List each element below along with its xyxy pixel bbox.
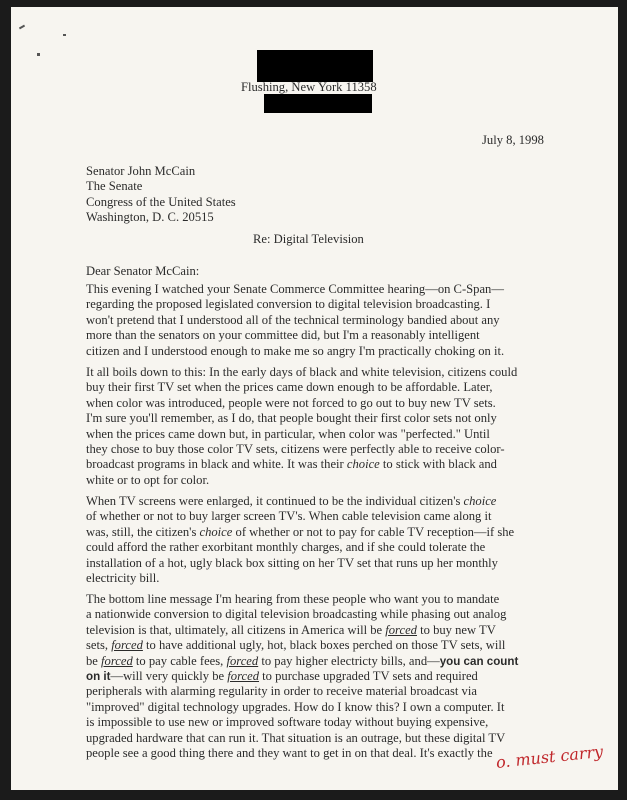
text-line: installation of a hot, ugly black box sitting on her TV set that runs up her monthly xyxy=(86,555,498,570)
text-line: peripherals with alarming regularity in order to receive material broadcast via xyxy=(86,684,477,699)
handwritten-note: o. must carry xyxy=(495,741,604,772)
text-run: to purchase upgraded TV sets and required xyxy=(259,669,478,684)
text-line xyxy=(86,654,518,669)
recipient-line: The Senate xyxy=(86,179,143,193)
text-run: be xyxy=(86,653,102,668)
text-run: was, still, the citizen's xyxy=(86,524,200,539)
text-line xyxy=(86,525,514,540)
paragraph-4 xyxy=(86,592,518,761)
paragraph-1 xyxy=(86,282,504,359)
text-line xyxy=(86,457,517,472)
text-run: broadcast programs in black and white. It was their xyxy=(86,457,344,472)
text-line: I'm sure you'll remember, as I do, that people bought their first color sets not only xyxy=(86,411,497,426)
text-line xyxy=(86,494,514,509)
text-line: It all boils down to this: In the early days of black and white television, citizens could xyxy=(86,365,518,379)
text-run: of whether or not to pay for cable TV reception—if she xyxy=(232,524,515,539)
emphasis-forced: forced xyxy=(226,653,259,668)
sender-address: Flushing, New York 11358 xyxy=(241,80,377,94)
text-line: buy their first TV set when the prices came down enough to be affordable. Later, xyxy=(86,380,493,395)
text-line: a nationwide conversion to digital television broadcasting while phasing out analog xyxy=(86,607,507,622)
text-line: they chose to buy those color TV sets, citizens were perfectly able to receive color- xyxy=(86,442,505,457)
text-line: when color was introduced, people were not forced to go out to buy new TV sets. xyxy=(86,395,496,410)
letter-page xyxy=(11,7,618,790)
text-line xyxy=(86,623,518,638)
salutation: Dear Senator McCain: xyxy=(86,264,200,278)
text-line xyxy=(86,638,518,653)
paragraph-2 xyxy=(86,365,517,488)
emphasis-count-on-it: you can count xyxy=(439,654,519,668)
redaction-address xyxy=(264,94,372,113)
text-line: regarding the proposed legislated conversion to digital television broadcasting. I xyxy=(86,297,491,312)
text-line: "improved" digital technology upgrades. How do I know this? I own a computer. It xyxy=(86,699,505,714)
recipient-line: Senator John McCain xyxy=(86,164,196,178)
text-run: to have additional ugly, hot, black boxes perched on those TV sets, will xyxy=(142,638,506,653)
text-line: electricity bill. xyxy=(86,571,160,586)
letter-date: July 8, 1998 xyxy=(482,133,544,147)
text-run: to pay cable fees, xyxy=(132,653,227,668)
scan-speck xyxy=(37,53,40,56)
recipient-line: Congress of the United States xyxy=(86,195,236,209)
scan-speck xyxy=(63,34,66,36)
emphasis-count-on-it: on it xyxy=(86,670,111,684)
emphasis-choice: choice xyxy=(346,457,380,472)
text-line: citizen and I understood enough to make me so angry I'm practically choking on it. xyxy=(86,343,505,358)
text-run: —will very quickly be xyxy=(110,669,228,684)
scan-speck xyxy=(19,25,25,30)
text-run: television is that, ultimately, all citizens in America will be xyxy=(86,622,386,637)
paragraph-3 xyxy=(86,494,514,586)
emphasis-forced: forced xyxy=(385,622,417,637)
text-line: more than the senators on your committee did, but I'm a reasonably intelligent xyxy=(86,328,480,343)
text-line: This evening I watched your Senate Commerce Committee hearing—on C-Span— xyxy=(86,282,504,296)
text-line: won't pretend that I understood all of the technical terminology bandied about any xyxy=(86,312,500,327)
text-line: upgraded hardware that can run it. That situation is an outrage, but these digital TV xyxy=(86,730,506,745)
text-run: to stick with black and xyxy=(379,457,497,472)
emphasis-forced: forced xyxy=(227,669,260,684)
emphasis-choice: choice xyxy=(199,524,233,539)
text-line: people see a good thing there and they want to get in on that deal. It's exactly the xyxy=(86,746,493,761)
text-run: to buy new TV xyxy=(416,622,496,637)
text-run: to pay higher electricty bills, and— xyxy=(258,653,440,668)
text-line: white or to opt for color. xyxy=(86,472,210,487)
emphasis-choice: choice xyxy=(463,494,497,508)
recipient-line: Washington, D. C. 20515 xyxy=(86,210,214,224)
text-run: sets, xyxy=(86,638,112,653)
text-line: of whether or not to buy larger screen TV's. When cable television came along it xyxy=(86,509,492,524)
text-line xyxy=(86,669,518,684)
text-line: is impossible to use new or improved software today without buying expensive, xyxy=(86,715,489,730)
emphasis-forced: forced xyxy=(101,653,133,668)
text-line: The bottom line message I'm hearing from these people who want you to mandate xyxy=(86,592,500,606)
text-line: could afford the rather exorbitant monthly charges, and if she could tolerate the xyxy=(86,540,486,555)
emphasis-forced: forced xyxy=(111,638,143,653)
redaction-name xyxy=(257,50,373,82)
text-line: when the prices came down but, in particular, when color was "perfected." Until xyxy=(86,426,490,441)
text-run: When TV screens were enlarged, it continued to be the individual citizen's xyxy=(86,494,464,508)
subject-line: Re: Digital Television xyxy=(253,232,364,246)
